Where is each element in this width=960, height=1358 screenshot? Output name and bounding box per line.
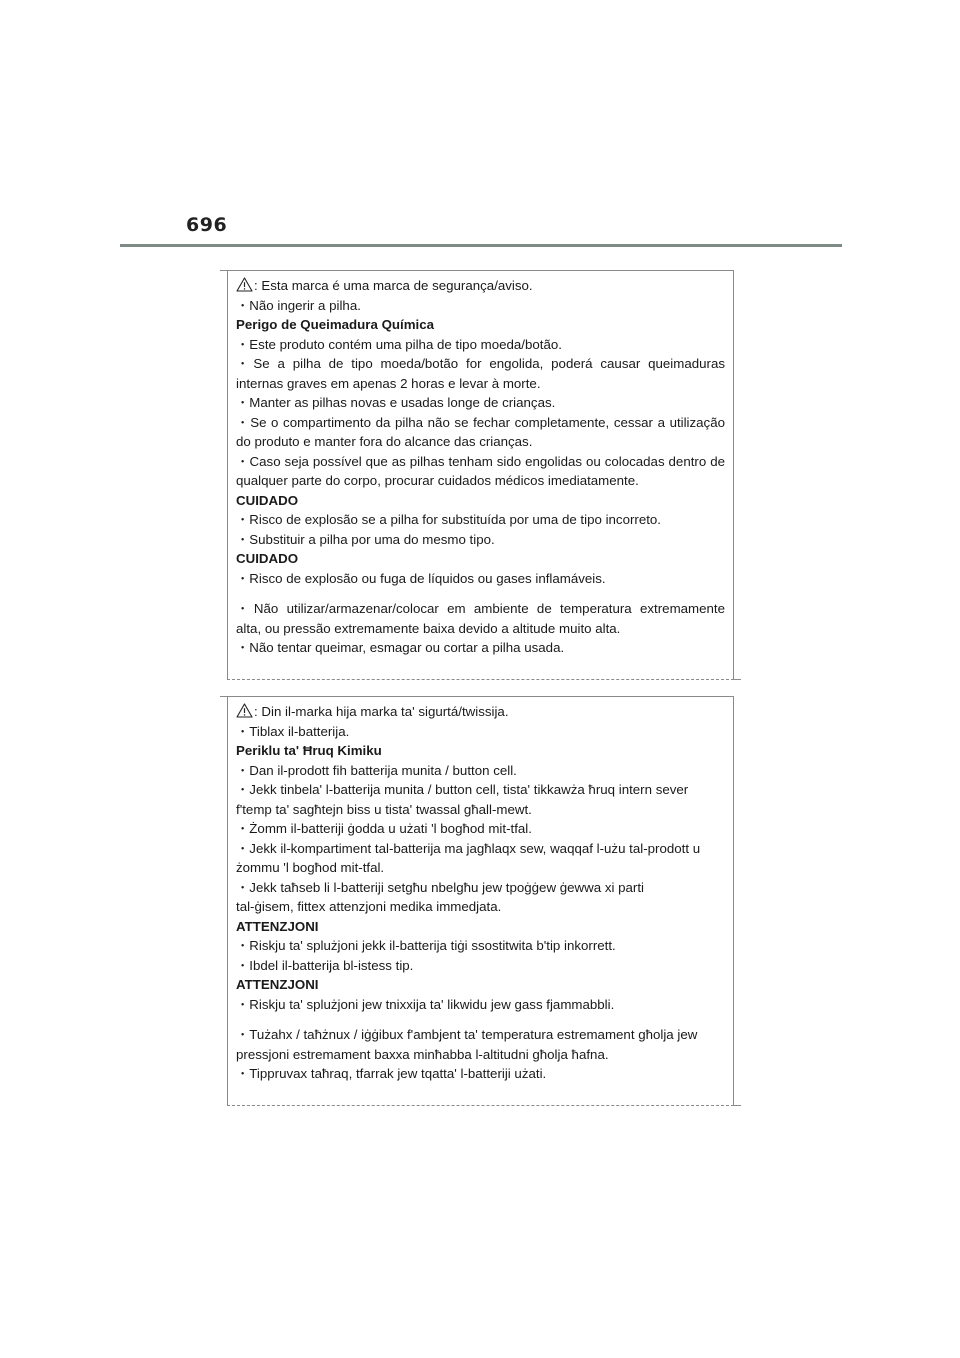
notice-line: ・Jekk il-kompartiment tal-batterija ma jagħlaqx sew, waqqaf l-użu tal-prodott u bbox=[236, 840, 701, 856]
notice-title-line: : Din il-marka hija marka ta' sigurtá/twissija. bbox=[236, 702, 725, 722]
notice-heading: CUIDADO bbox=[236, 551, 299, 566]
notice-heading: ATTENZJONI bbox=[236, 977, 319, 992]
notice-line: internas graves em apenas 2 horas e levar à morte. bbox=[236, 375, 541, 391]
notice-line: ・Tużahx / taħżnux / iġġibux f'ambjent ta' temperatura estremament għolja jew bbox=[236, 1027, 698, 1042]
notice-heading: CUIDADO bbox=[236, 492, 299, 508]
notice-line: ・Żomm il-batteriji ġodda u użati 'l bogħod mit-tfal. bbox=[236, 821, 532, 836]
notice-line: ・Risco de explosão se a pilha for substituída por uma de tipo incorreto. bbox=[236, 512, 661, 527]
box-corner-mark bbox=[734, 679, 741, 680]
header-rule bbox=[120, 244, 842, 247]
notice-box-portuguese bbox=[227, 270, 734, 680]
notice-line: tal-ġisem, fittex attenzjoni medika immedjata. bbox=[236, 899, 502, 914]
notice-line: ・Tiblax il-batterija. bbox=[236, 723, 350, 739]
notice-line: ・Substituir a pilha por uma do mesmo tipo. bbox=[236, 531, 495, 547]
notice-line: pressjoni estremament baxxa minħabba l-altitudni għolja ħafna. bbox=[236, 1046, 609, 1062]
notice-line: ・Tippruvax taħraq, tfarrak jew tqatta' l-batteriji użati. bbox=[236, 1066, 547, 1081]
notice-line: ・Este produto contém uma pilha de tipo moeda/botão. bbox=[236, 336, 562, 352]
notice-line: żommu 'l bogħod mit-tfal. bbox=[236, 860, 385, 875]
notice-line: ・Não ingerir a pilha. bbox=[236, 297, 361, 313]
notice-title-line: : Esta marca é uma marca de segurança/aviso. bbox=[236, 276, 725, 296]
notice-line: ・Riskju ta' splużjoni jekk il-batterija tiġi ssostitwita b'tip inkorrett. bbox=[236, 938, 616, 953]
notice-line: ・Ibdel il-batterija bl-istess tip. bbox=[236, 957, 414, 973]
notice-line: ・Risco de explosão ou fuga de líquidos ou gases inflamáveis. bbox=[236, 570, 606, 586]
notice-heading: Perigo de Queimadura Química bbox=[236, 317, 435, 332]
notice-line: ・Caso seja possível que as pilhas tenham sido engolidas ou colocadas dentro de bbox=[236, 453, 725, 469]
notice-line: ・Riskju ta' splużjoni jew tnixxija ta' likwidu jew gass fjammabbli. bbox=[236, 996, 615, 1012]
notice-line: ・Se o compartimento da pilha não se fechar completamente, cessar a utilização bbox=[236, 414, 725, 430]
notice-line: ・Dan il-prodott fih batterija munita / button cell. bbox=[236, 762, 517, 778]
box-corner-mark bbox=[734, 1105, 741, 1106]
notice-box-maltese bbox=[227, 696, 734, 1106]
notice-line: ・Não tentar queimar, esmagar ou cortar a pilha usada. bbox=[236, 640, 565, 655]
notice-line: ・Não utilizar/armazenar/colocar em ambiente de temperatura extremamente bbox=[236, 601, 725, 616]
notice-line: ・Jekk taħseb li l-batteriji setgħu nbelgħu jew tpoġġew ġewwa xi parti bbox=[236, 879, 644, 895]
notice-line: alta, ou pressão extremamente baixa devido a altitude muito alta. bbox=[236, 620, 621, 636]
notice-line: ・Se a pilha de tipo moeda/botão for engolida, poderá causar queimaduras bbox=[236, 356, 725, 371]
warning-triangle-icon bbox=[236, 703, 253, 718]
notice-line: ・Manter as pilhas novas e usadas longe de crianças. bbox=[236, 395, 556, 410]
notice-line: qualquer parte do corpo, procurar cuidados médicos imediatamente. bbox=[236, 473, 639, 488]
warning-triangle-icon bbox=[236, 277, 253, 292]
notice-line: do produto e manter fora do alcance das crianças. bbox=[236, 434, 533, 449]
notice-heading: ATTENZJONI bbox=[236, 918, 319, 934]
box-corner-mark bbox=[220, 270, 227, 271]
notice-line: ・Jekk tinbela' l-batterija munita / button cell, tista' tikkawża ħruq intern sever bbox=[236, 782, 689, 797]
page-number: 696 bbox=[186, 214, 228, 236]
box-corner-mark bbox=[220, 696, 227, 697]
notice-heading: Periklu ta' Ħruq Kimiku bbox=[236, 743, 382, 758]
notice-line: f'temp ta' sagħtejn biss u tista' twassal għall-mewt. bbox=[236, 801, 532, 817]
